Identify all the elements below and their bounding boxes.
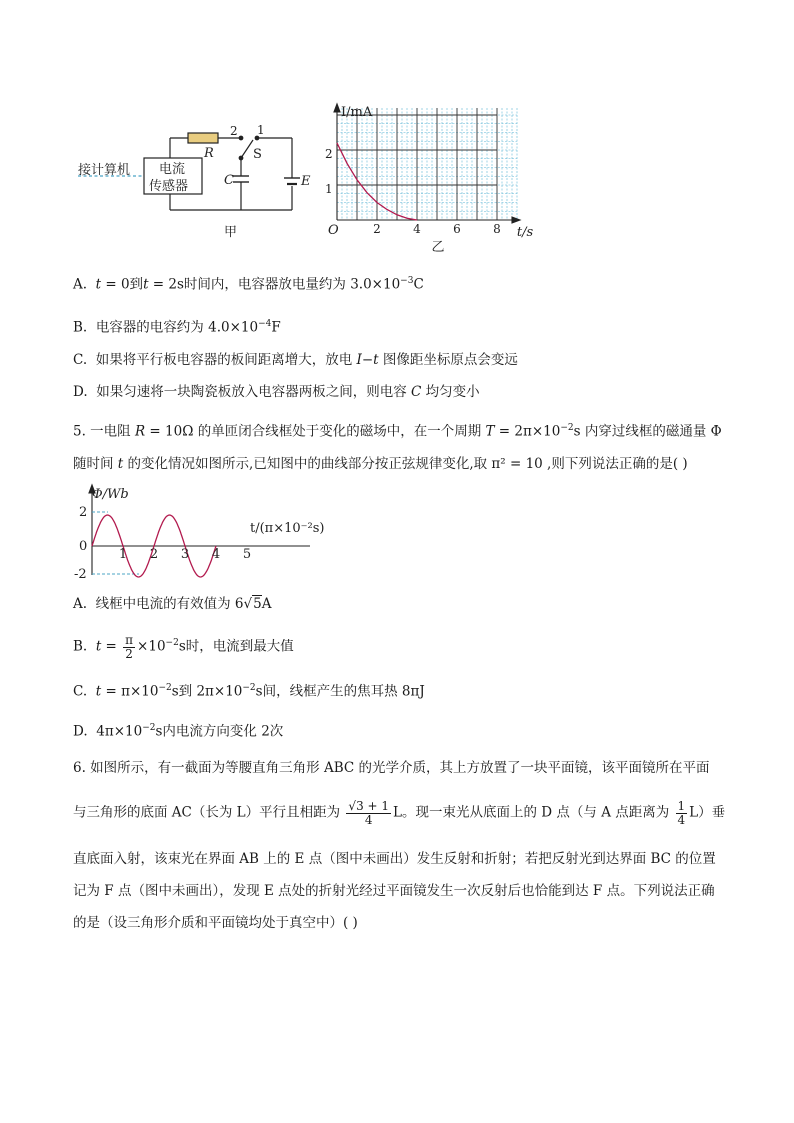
q5-option-c[interactable]: C. $t = \pi\times 10^{-2}s$到 $2\pi\times 10^{-2}s$间，线框产生的焦耳热 8πJ: [73, 683, 425, 700]
c2-xtick-4: 4: [211, 547, 221, 562]
c1-ytick-2: 2: [325, 147, 333, 161]
c2-xlabel: t/(π×10⁻²s): [250, 521, 325, 536]
switch-label: S: [253, 147, 262, 162]
c1-xtick-4: 4: [413, 222, 421, 236]
c2-ytick-2: 2: [79, 505, 88, 520]
c2-ylabel: Φ/Wb: [92, 487, 129, 502]
position-2-label: 2: [230, 124, 238, 138]
c1-origin: O: [328, 223, 339, 238]
c2-xtick-5: 5: [242, 547, 252, 562]
q4-option-b[interactable]: B. 电容器的电容约为 $4.0\times 10^{-4}F$: [73, 319, 281, 336]
computer-label: 接计算机: [78, 163, 131, 178]
flux-time-chart: [70, 480, 340, 585]
q4-option-d[interactable]: D. 如果匀速将一块陶瓷板放入电容器两板之间，则电容 C 均匀变小: [73, 384, 480, 400]
q4-option-c[interactable]: C. 如果将平行板电容器的板间距离增大，放电 I−t 图像距坐标原点会变远: [73, 352, 518, 368]
c1-xtick-6: 6: [453, 222, 461, 236]
sensor-label-2: 传感器: [149, 179, 189, 194]
q5-stem-line1: 5. 一电阻 R = 10Ω 的单匝闭合线框处于变化的磁场中，在一个周期 $T = 2\pi\times 10^{-2}s$ 内穿过线框的磁通量 Φ: [73, 423, 722, 440]
c2-ytick-neg2: -2: [74, 567, 87, 582]
position-1-label: 1: [257, 123, 265, 137]
c2-xtick-2: 2: [149, 547, 159, 562]
circuit-caption: 甲: [224, 225, 238, 240]
resistor-label: R: [204, 146, 214, 161]
c1-title: 乙: [431, 240, 445, 255]
c1-xlabel: t/s: [516, 225, 534, 240]
q6-stem-line3: 直底面入射，该束光在界面 AB 上的 E 点（图中未画出）发生反射和折射；若把反射光到达界面 BC 的位置: [73, 851, 716, 867]
c1-xtick-8: 8: [493, 222, 501, 236]
q5-option-d[interactable]: D. $4\pi\times 10^{-2}s$内电流方向变化 2次: [73, 723, 284, 740]
c2-origin: 0: [79, 539, 88, 554]
sensor-label-1: 电流: [159, 162, 186, 177]
q6-stem-line5: 的是（设三角形介质和平面镜均处于真空中）( ): [73, 915, 358, 931]
current-time-chart: [320, 100, 535, 255]
q6-stem-line2: 与三角形的底面 AC（长为 L）平行且相距为 $\frac{√3 + 1}{4}$ L。现一束光从底面上的 D 点（与 A 点距离为 $\frac{1}{4}$ L）垂: [73, 799, 726, 827]
q4-option-a[interactable]: A. t = 0到t = 2s时间内，电容器放电量约为 $3.0\times 10^{-3}C$: [73, 276, 424, 293]
q6-stem-line1: 6. 如图所示，有一截面为等腰直角三角形 ABC 的光学介质，其上方放置了一块平面镜，该平面镜所在平面: [73, 760, 710, 776]
q6-stem-line4: 记为 F 点（图中未画出），发现 E 点处的折射光经过平面镜发生一次反射后也恰能到达 F 点。下列说法正确: [73, 883, 715, 899]
c1-ylabel: I/mA: [341, 105, 373, 120]
battery-label: E: [301, 174, 311, 189]
q5-option-a[interactable]: A. 线框中电流的有效值为 6√5A: [73, 596, 272, 612]
c1-xtick-2: 2: [373, 222, 381, 236]
c2-xtick-3: 3: [180, 547, 190, 562]
circuit-diagram: [70, 118, 320, 240]
q5-stem-line2: 随时间 t 的变化情况如图所示,已知图中的曲线部分按正弦规律变化,取 π² = 10 ,则下列说法正确的是( ): [73, 456, 688, 472]
c2-xtick-1: 1: [118, 547, 128, 562]
q5-option-b[interactable]: B. t = $\frac{\pi}{2}$ $\times 10^{-2}s$时，电流到最大值: [73, 633, 294, 661]
c1-ytick-1: 1: [325, 182, 333, 196]
capacitor-label: C: [224, 173, 234, 188]
